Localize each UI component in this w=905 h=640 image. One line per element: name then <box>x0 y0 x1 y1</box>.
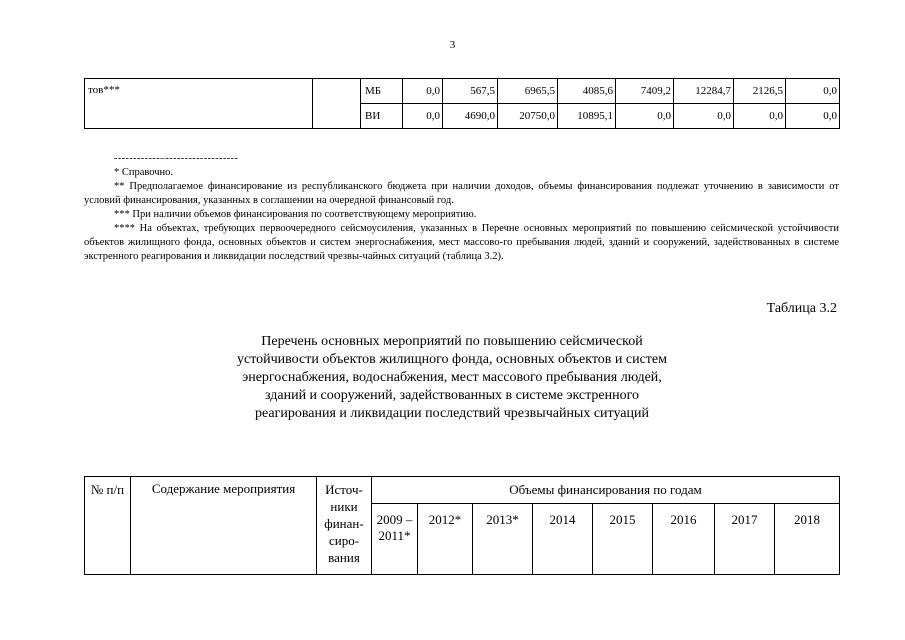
value-cell: 4085,6 <box>558 79 616 104</box>
value-cell: 6965,5 <box>498 79 558 104</box>
value-cell: 0,0 <box>786 79 840 104</box>
financing-table-continued <box>84 78 840 129</box>
value-cell: 2126,5 <box>734 79 786 104</box>
value-cell: 4690,0 <box>443 104 498 129</box>
col-content-header: Содержание мероприятия <box>131 477 317 575</box>
footnotes <box>84 166 839 264</box>
table-row <box>85 79 840 104</box>
row-label: тов*** <box>85 79 313 129</box>
col-volumes-header: Объемы финансирования по годам <box>372 477 840 504</box>
table-row <box>85 477 840 504</box>
table-label: Таблица 3.2 <box>766 301 837 316</box>
footnote-4: **** На объектах, требующих первоочередного сейсмоусиления, указанных в Перечне основных мероприятий по повышению сейсмической устойчивости объектов жилищного фонда, основных объектов и систем энергоснабжения, мест массово-го пребывания людей, зданий и сооружений, задействованных в системе экстренного реагирования и ликвидации последствий чрезвы-чайных ситуаций (таблица 3.2). <box>84 223 839 262</box>
value-cell: 12284,7 <box>674 79 734 104</box>
year-header: 2016 <box>653 504 715 575</box>
measures-table-header <box>84 476 840 575</box>
source-cell: МБ <box>361 79 403 104</box>
page-number: 3 <box>449 39 456 51</box>
table-caption: Перечень основных мероприятий по повышению сейсмической устойчивости объектов жилищного фонда, основных объектов и систем энергоснабжения, водоснабжения, мест массового пребывания людей, зданий и сооружений, задействованных в системе экстренного реагирования и ликвидации последствий чрезвычайных ситуаций <box>236 334 667 421</box>
footnote-3: *** При наличии объемов финансирования по соответствующему мероприятию. <box>114 209 477 220</box>
footnote-1: * Справочно. <box>114 167 174 178</box>
footnote-divider: ------------–------------------- <box>114 153 239 164</box>
value-cell: 567,5 <box>443 79 498 104</box>
value-cell: 0,0 <box>403 104 443 129</box>
year-header: 2017 <box>715 504 775 575</box>
col-source-header: Источ-ники финан-сиро-вания <box>317 477 372 575</box>
value-cell: 0,0 <box>616 104 674 129</box>
year-header: 2013* <box>473 504 533 575</box>
year-header: 2009 – 2011* <box>372 504 418 575</box>
year-header: 2014 <box>533 504 593 575</box>
value-cell: 10895,1 <box>558 104 616 129</box>
empty-cell <box>313 79 361 129</box>
year-header: 2012* <box>418 504 473 575</box>
year-header: 2015 <box>593 504 653 575</box>
value-cell: 7409,2 <box>616 79 674 104</box>
value-cell: 20750,0 <box>498 104 558 129</box>
value-cell: 0,0 <box>786 104 840 129</box>
source-cell: ВИ <box>361 104 403 129</box>
footnote-2: ** Предполагаемое финансирование из республиканского бюджета при наличии доходов, объемы финансирования подлежат уточнению в зависимости от условий финансирования, указанных в соглашении на очередной финансовый год. <box>84 181 839 206</box>
value-cell: 0,0 <box>403 79 443 104</box>
value-cell: 0,0 <box>734 104 786 129</box>
col-no-header: № п/п <box>85 477 131 575</box>
year-header: 2018 <box>775 504 840 575</box>
value-cell: 0,0 <box>674 104 734 129</box>
